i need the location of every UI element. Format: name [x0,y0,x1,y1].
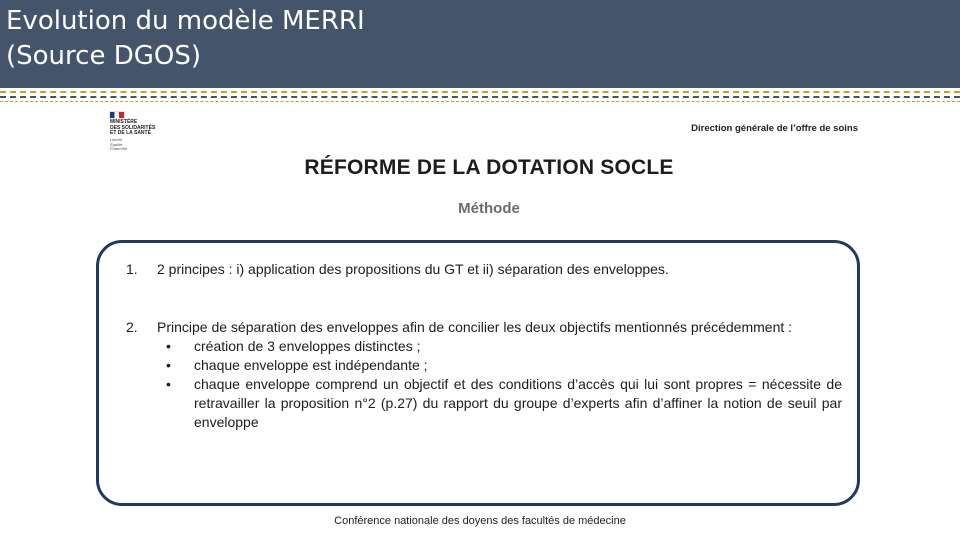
slide-header [0,0,960,88]
bullet-item [157,375,842,432]
decorative-dashed-rule [0,96,960,98]
method-box [96,240,860,506]
bullet-icon: • [166,338,171,354]
document-subtitle: Méthode [458,200,520,217]
item-text: 2 principes : i) application des propositions du GT et ii) séparation des enveloppes. [157,261,669,277]
bullet-text: chaque enveloppe comprend un objectif et des conditions d’accès qui lui sont propres = nécessite de retravailler la proposition n°2 (p.27) du rapport du groupe d’experts afin d’affiner la notion de seuil par enveloppe [194,376,842,430]
slide-footer: Conférence nationale des doyens des facultés de médecine [334,515,626,527]
french-flag-icon [110,112,124,118]
item-number: 1. [126,261,138,277]
bullet-text: création de 3 enveloppes distinctes ; [194,338,421,354]
embedded-document [96,108,866,508]
list-item [126,260,826,279]
document-title: RÉFORME DE LA DOTATION SOCLE [304,156,674,179]
bullet-list [157,337,842,432]
ministry-logo [110,112,190,152]
bullet-item [157,356,842,375]
bullet-item [157,337,842,356]
item-number: 2. [126,319,138,335]
republic-motto: Liberté Égalité Fraternité [110,136,128,152]
list-item [126,318,842,432]
slide-title-line-1: Evolution du modèle MERRI [6,6,365,36]
decorative-dashed-rule [0,101,960,102]
item-text: Principe de séparation des enveloppes afin de concilier les deux objectifs mentionnés précédemment : [157,319,793,335]
slide-title [6,4,365,74]
bullet-icon: • [166,357,171,373]
direction-label: Direction générale de l’offre de soins [691,123,858,134]
slide-title-line-2: (Source DGOS) [6,41,201,71]
bullet-icon: • [166,376,171,392]
ministry-name: MINISTÈRE DES SOLIDARITÉS ET DE LA SANTÉ [110,119,156,137]
decorative-dashed-rule [0,91,960,93]
bullet-text: chaque enveloppe est indépendante ; [194,357,428,373]
